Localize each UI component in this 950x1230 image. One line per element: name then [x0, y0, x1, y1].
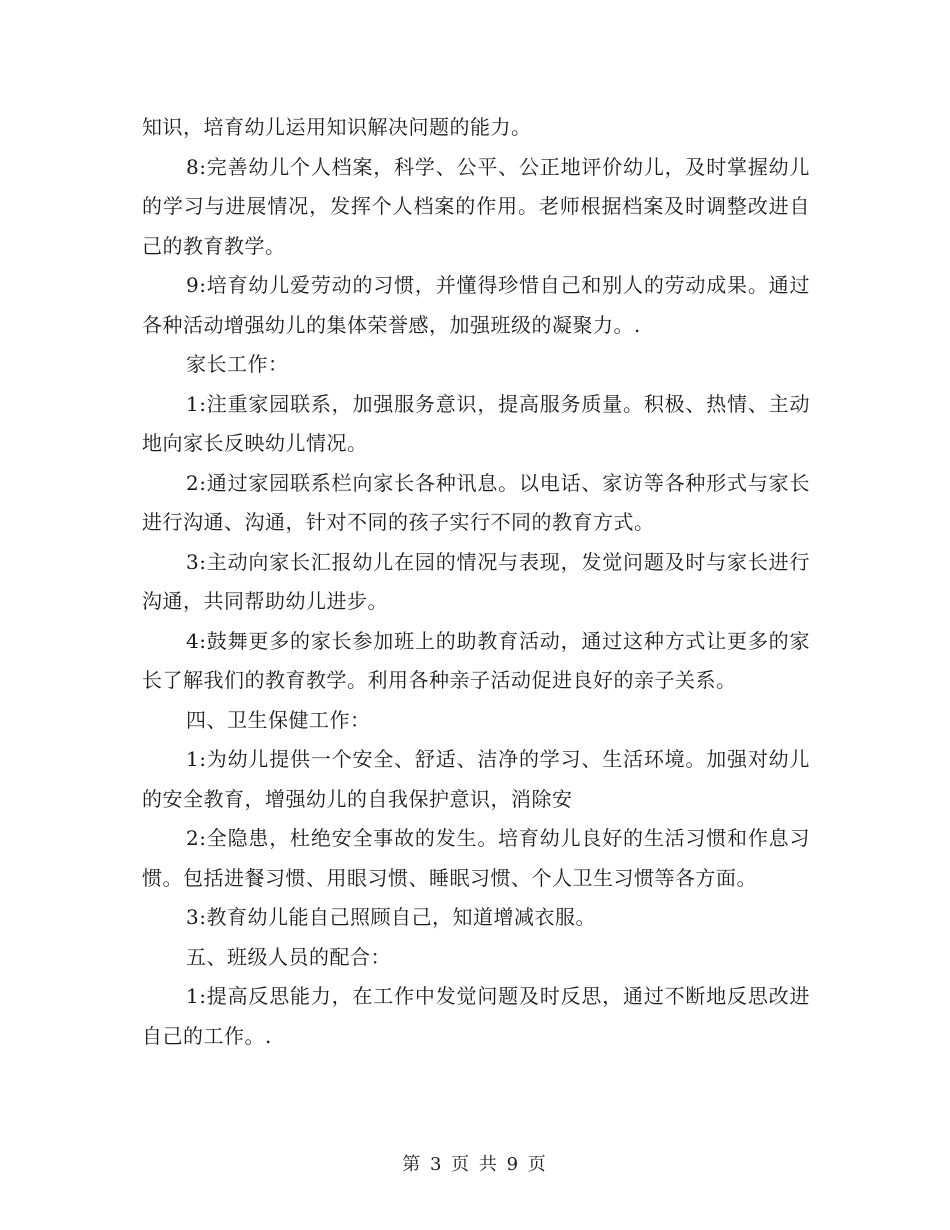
paragraph-10: 1:为幼儿提供一个安全、舒适、洁净的学习、生活环境。加强对幼儿的安全教育，增强幼儿的自我保护意识，消除安 [142, 747, 810, 811]
paragraph-1: 知识，培育幼儿运用知识解决问题的能力。 [142, 115, 532, 139]
paragraph-7: 3:主动向家长汇报幼儿在园的情况与表现，发觉问题及时与家长进行沟通，共同帮助幼儿进步。 [142, 549, 810, 613]
section-heading-staff: 五、班级人员的配合： [186, 944, 391, 969]
paragraph-3: 9:培育幼儿爱劳动的习惯，并懂得珍惜自己和别人的劳动成果。通过各种活动增强幼儿的集体荣誉感，加强班级的凝聚力。. [142, 273, 810, 337]
document-body [142, 108, 810, 1056]
section-heading-health: 四、卫生保健工作： [186, 707, 371, 732]
paragraph-2: 8:完善幼儿个人档案，科学、公平、公正地评价幼儿，及时掌握幼儿的学习与进展情况，发挥个人档案的作用。老师根据档案及时调整改进自己的教育教学。 [142, 154, 810, 258]
paragraph-6: 2:通过家园联系栏向家长各种讯息。以电话、家访等各种形式与家长进行沟通、沟通，针对不同的孩子实行不同的教育方式。 [142, 470, 810, 534]
page-number-footer: 第 3 页 共 9 页 [402, 1154, 548, 1175]
paragraph-5: 1:注重家园联系，加强服务意识，提高服务质量。积极、热情、主动地向家长反映幼儿情况。 [142, 391, 810, 455]
section-heading-parents: 家长工作： [186, 352, 289, 376]
paragraph-14: 1:提高反思能力，在工作中发觉问题及时反思，通过不断地反思改进自己的工作。. [142, 984, 810, 1048]
paragraph-11: 2:全隐患，杜绝安全事故的发生。培育幼儿良好的生活习惯和作息习惯。包括进餐习惯、用眼习惯、睡眠习惯、个人卫生习惯等各方面。 [142, 826, 810, 890]
paragraph-12: 3:教育幼儿能自己照顾自己，知道增减衣服。 [186, 905, 596, 929]
paragraph-8: 4:鼓舞更多的家长参加班上的助教育活动，通过这种方式让更多的家长了解我们的教育教学。利用各种亲子活动促进良好的亲子关系。 [142, 628, 810, 692]
